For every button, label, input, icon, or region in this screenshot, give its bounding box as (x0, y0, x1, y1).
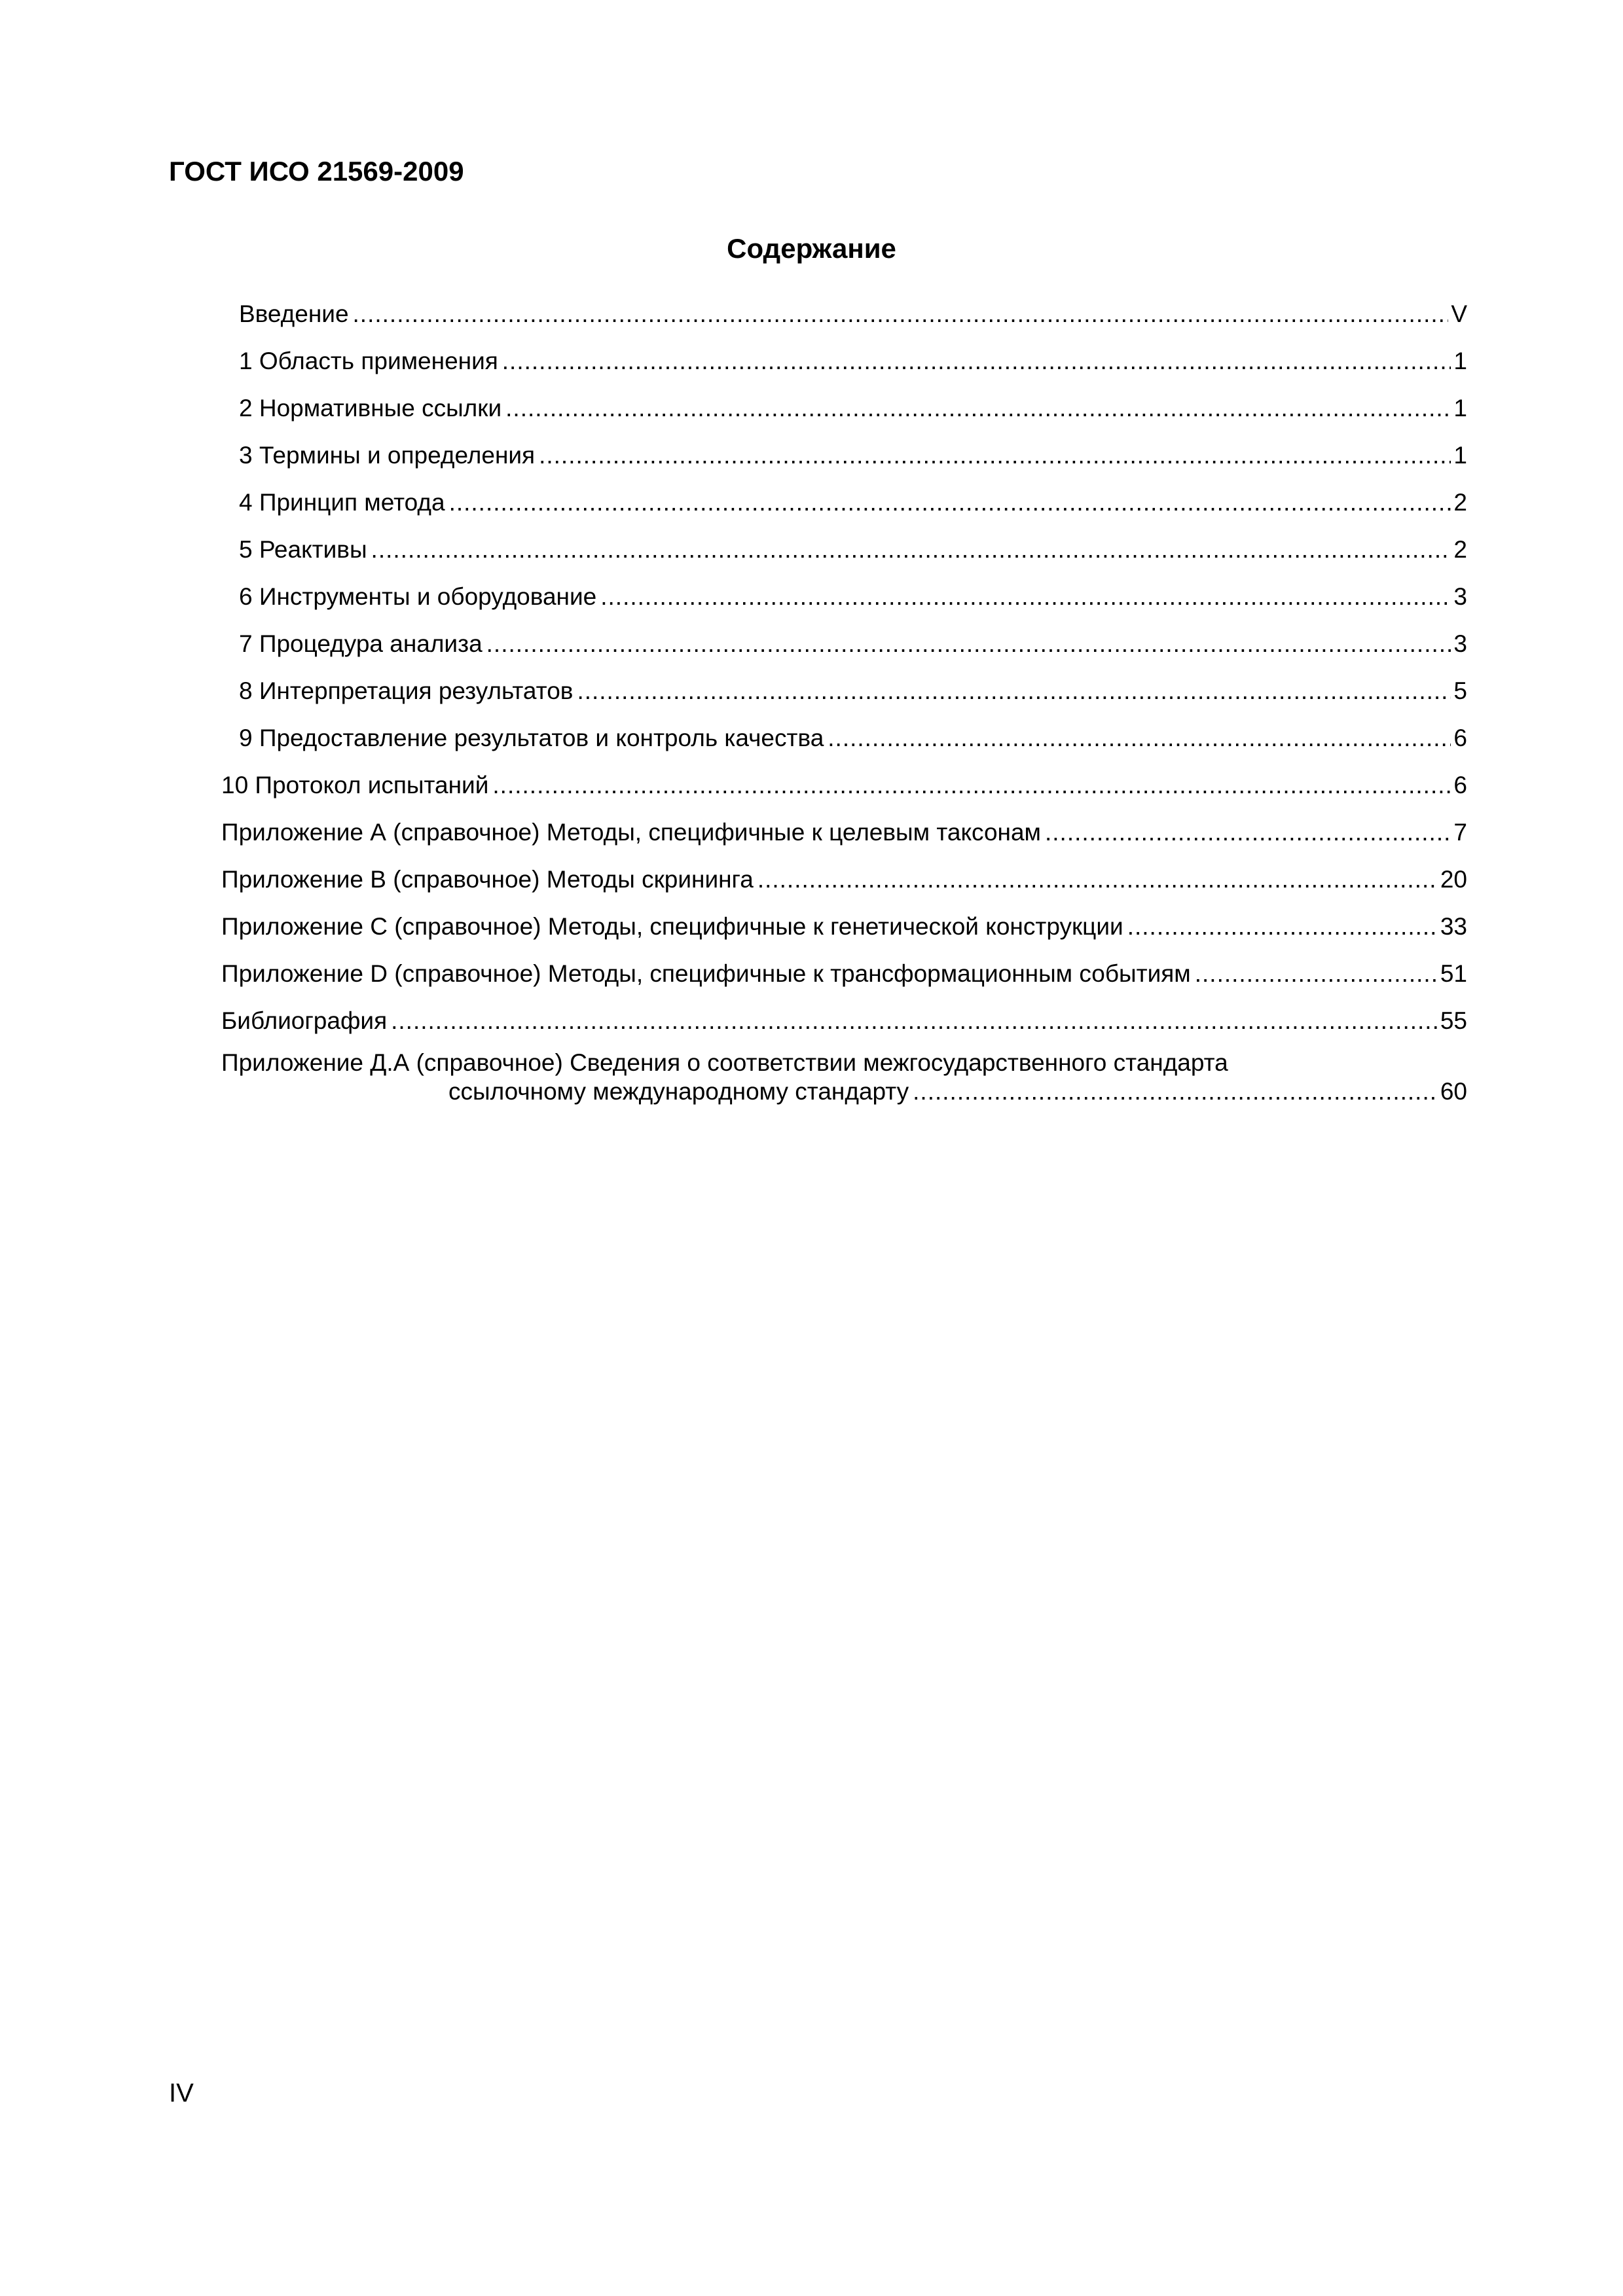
toc-entry-page: 6 (1453, 772, 1467, 798)
toc-entry-1[interactable] (239, 343, 1467, 380)
dot-leader (600, 579, 1451, 615)
toc-entry-page: 2 (1453, 536, 1467, 563)
toc-entry-label: Библиография (221, 1007, 388, 1034)
toc-entry-bibliography[interactable] (221, 1003, 1467, 1039)
toc-entry-label: 7 Процедура анализа (239, 630, 483, 657)
toc-entry-page: 7 (1453, 819, 1467, 846)
toc-entry-page: 33 (1440, 913, 1467, 940)
toc-entry-page: V (1451, 300, 1467, 327)
dot-leader (1195, 956, 1438, 992)
toc-entry-9[interactable] (239, 720, 1467, 757)
toc-entry-label: Приложение D (справочное) Методы, специфичные к трансформационным событиям (221, 960, 1191, 987)
toc-entry-page: 2 (1453, 489, 1467, 516)
toc-entry-page: 1 (1453, 442, 1467, 469)
toc-entry-label: 8 Интерпретация результатов (239, 677, 574, 704)
dot-leader (371, 531, 1451, 568)
dot-leader (828, 720, 1451, 757)
toc-entry-page: 5 (1453, 677, 1467, 704)
dot-leader (913, 1073, 1438, 1110)
dot-leader (1045, 814, 1451, 851)
dot-leader (449, 484, 1451, 521)
toc-entry-label: ссылочному международному стандарту (448, 1078, 909, 1105)
toc-entry-label: 10 Протокол испытаний (221, 772, 489, 798)
toc-entry-annex-da-line2[interactable] (448, 1073, 1467, 1110)
toc-entry-page: 6 (1453, 725, 1467, 751)
toc-entry-annex-d[interactable] (221, 956, 1467, 992)
toc-entry-label: Приложение А (справочное) Методы, специфичные к целевым таксонам (221, 819, 1041, 846)
dot-leader (539, 437, 1451, 474)
toc-entry-page: 3 (1453, 583, 1467, 610)
toc-entry-page: 1 (1453, 348, 1467, 374)
toc-entry-label: 6 Инструменты и оборудование (239, 583, 597, 610)
page-number: IV (169, 2079, 194, 2108)
toc-entry-page: 55 (1440, 1007, 1467, 1034)
toc-entry-introduction[interactable] (239, 296, 1467, 332)
dot-leader (486, 626, 1451, 662)
dot-leader (505, 390, 1451, 427)
dot-leader (577, 673, 1451, 709)
toc-entry-3[interactable] (239, 437, 1467, 474)
toc-entry-page: 3 (1453, 630, 1467, 657)
toc-entry-label: Приложение Д.А (справочное) Сведения о соответствии межгосударственного стандарта (221, 1049, 1228, 1076)
document-code: ГОСТ ИСО 21569-2009 (169, 156, 464, 187)
toc-entry-annex-c[interactable] (221, 908, 1467, 945)
toc-entry-page: 1 (1453, 395, 1467, 422)
toc-entry-label: 9 Предоставление результатов и контроль качества (239, 725, 824, 751)
toc-entry-page: 60 (1440, 1078, 1467, 1105)
toc-entry-page: 20 (1440, 866, 1467, 893)
toc-entry-label: 5 Реактивы (239, 536, 367, 563)
toc-entry-6[interactable] (239, 579, 1467, 615)
dot-leader (757, 861, 1438, 898)
dot-leader (353, 296, 1449, 332)
toc-entry-page: 51 (1440, 960, 1467, 987)
toc-entry-5[interactable] (239, 531, 1467, 568)
dot-leader (391, 1003, 1438, 1039)
toc-entry-label: 2 Нормативные ссылки (239, 395, 502, 422)
dot-leader (1127, 908, 1438, 945)
toc-entry-label: 3 Термины и определения (239, 442, 536, 469)
toc-entry-2[interactable] (239, 390, 1467, 427)
toc-entry-10[interactable] (221, 767, 1467, 804)
toc-entry-8[interactable] (239, 673, 1467, 709)
toc-entry-label: Введение (239, 300, 349, 327)
toc-entry-label: Приложение С (справочное) Методы, специфичные к генетической конструкции (221, 913, 1123, 940)
toc-entry-7[interactable] (239, 626, 1467, 662)
toc-entry-annex-b[interactable] (221, 861, 1467, 898)
toc-entry-label: Приложение В (справочное) Методы скрининга (221, 866, 754, 893)
toc-entry-4[interactable] (239, 484, 1467, 521)
toc-entry-label: 1 Область применения (239, 348, 498, 374)
dot-leader (492, 767, 1451, 804)
toc-entry-label: 4 Принцип метода (239, 489, 445, 516)
dot-leader (502, 343, 1451, 380)
toc-entry-annex-a[interactable] (221, 814, 1467, 851)
toc-title: Содержание (727, 233, 896, 264)
